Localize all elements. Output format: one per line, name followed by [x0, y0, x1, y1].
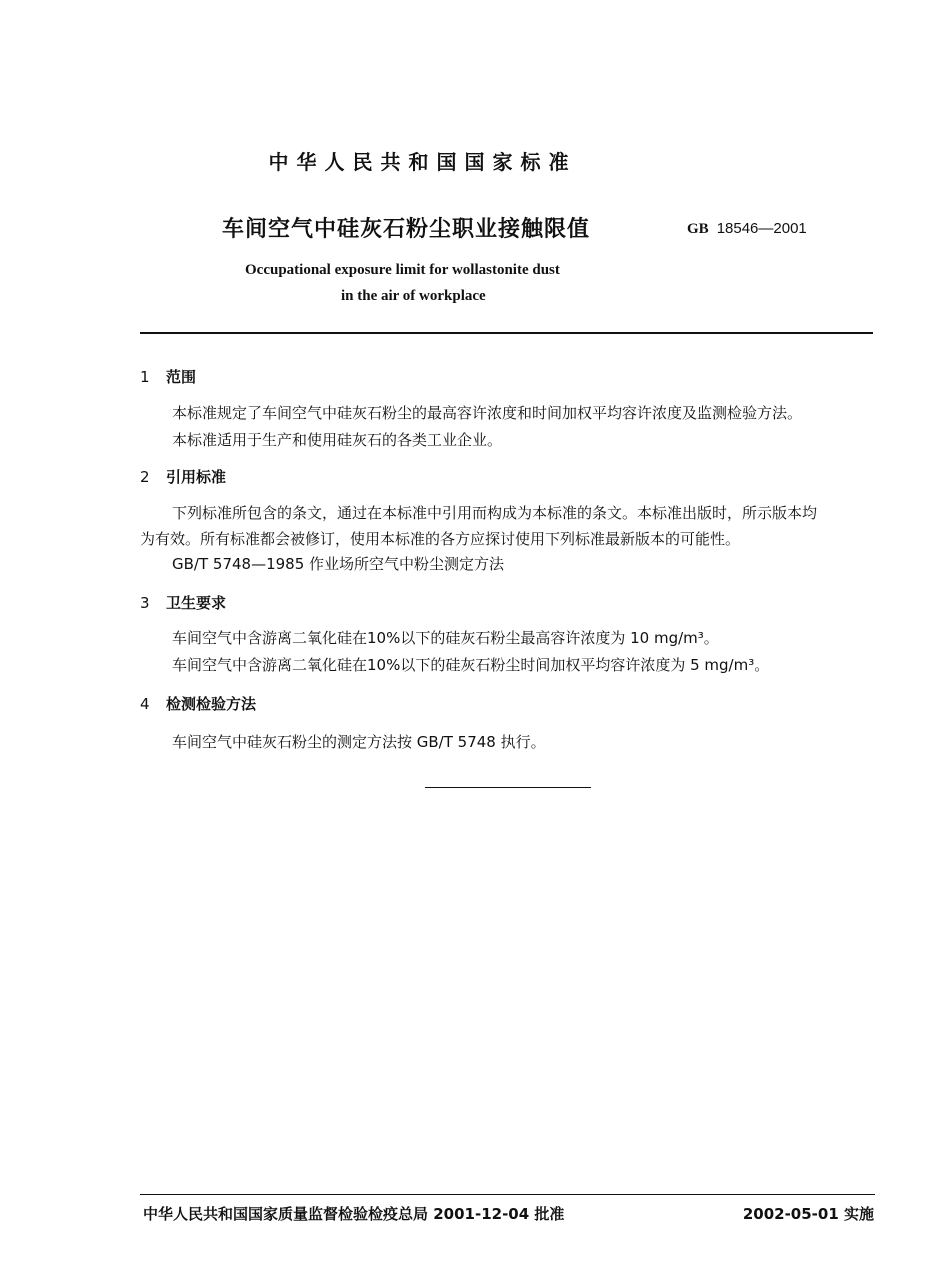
- paragraph: 为有效。所有标准都会被修订，使用本标准的各方应探讨使用下列标准最新版本的可能性。: [140, 530, 741, 548]
- section-title: 检测检验方法: [166, 695, 257, 713]
- section-title: 卫生要求: [166, 594, 227, 612]
- paragraph: 车间空气中含游离二氧化硅在10%以下的硅灰石粉尘最高容许浓度为 10 mg/m³。: [172, 629, 719, 647]
- standard-number: 18546—2001: [716, 220, 807, 237]
- section-number: 1: [140, 368, 150, 386]
- section-heading: [140, 366, 196, 387]
- standard-prefix: GB: [687, 221, 709, 237]
- paragraph: 本标准规定了车间空气中硅灰石粉尘的最高容许浓度和时间加权平均容许浓度及监测检验方法。: [172, 404, 803, 422]
- end-of-text-rule: [425, 787, 591, 788]
- header-divider: [140, 332, 873, 334]
- section-number: 2: [140, 468, 150, 486]
- paragraph: 车间空气中含游离二氧化硅在10%以下的硅灰石粉尘时间加权平均容许浓度为 5 mg/m³。: [172, 656, 770, 674]
- section-heading: [140, 466, 226, 487]
- section-heading: [140, 693, 256, 714]
- section-heading: [140, 592, 226, 613]
- reference-item: GB/T 5748—1985 作业场所空气中粉尘测定方法: [172, 555, 505, 573]
- national-standard-heading: 中华人民共和国国家标准: [268, 150, 577, 174]
- footer-divider: [140, 1194, 875, 1195]
- document-title-en-line2: in the air of workplace: [341, 288, 486, 304]
- paragraph: 本标准适用于生产和使用硅灰石的各类工业企业。: [172, 431, 503, 449]
- section-number: 4: [140, 695, 150, 713]
- document-title-en-line1: Occupational exposure limit for wollastonite dust: [245, 262, 560, 278]
- section-title: 引用标准: [166, 468, 227, 486]
- section-title: 范围: [166, 368, 197, 386]
- document-title-cn: 车间空气中硅灰石粉尘职业接触限值: [222, 217, 591, 242]
- implementation-date: 2002-05-01 实施: [742, 1205, 874, 1223]
- paragraph: 车间空气中硅灰石粉尘的测定方法按 GB/T 5748 执行。: [172, 733, 546, 751]
- paragraph: 下列标准所包含的条文，通过在本标准中引用而构成为本标准的条文。本标准出版时，所示版本均: [172, 504, 818, 522]
- standard-code: [687, 220, 807, 238]
- section-number: 3: [140, 594, 150, 612]
- issuing-authority: 中华人民共和国国家质量监督检验检疫总局 2001-12-04 批准: [143, 1205, 565, 1223]
